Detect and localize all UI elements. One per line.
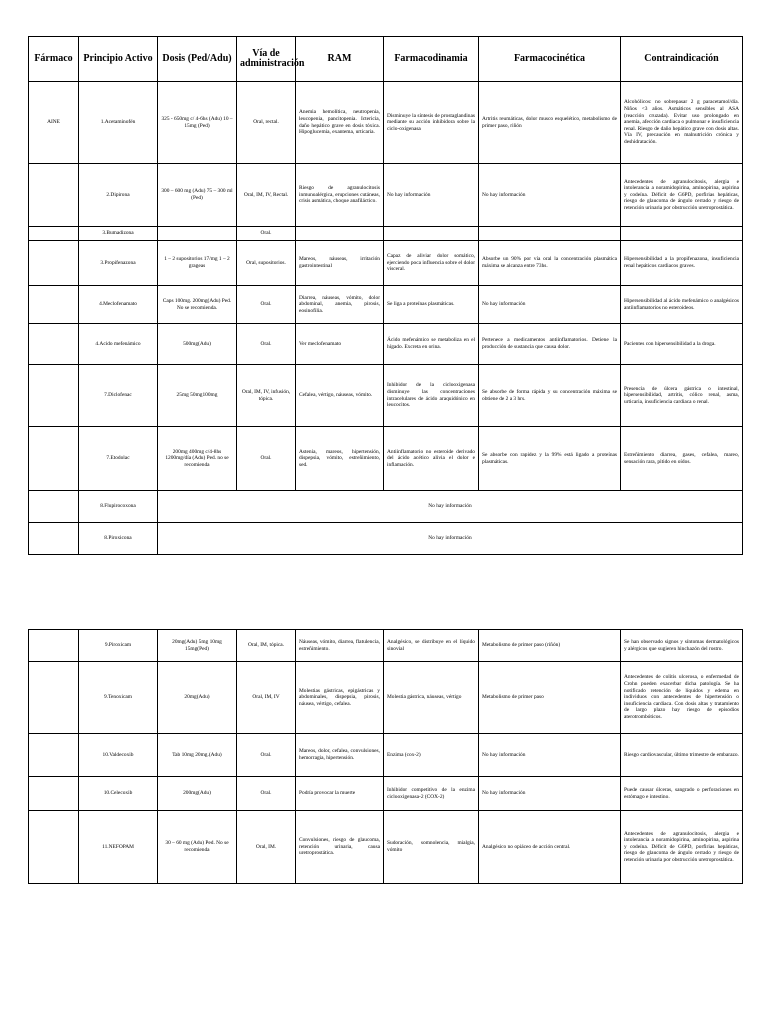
cell-farmacodinamia: Disminuye la síntesis de prostaglandinas mediante su acción inhibidora sobre la ciclo-oxigenasa	[384, 82, 479, 164]
table-row	[29, 662, 743, 734]
cell-principio: 4.Acido mefenámico	[79, 324, 158, 365]
header-farmacocinetica: Farmacocinética	[479, 37, 621, 82]
cell-farmaco-empty	[29, 427, 79, 491]
table-row	[29, 630, 743, 662]
cell-ram: Riesgo de agranulocitosis inmunoalérgica, erupciones cutáneas, crisis asmática, choque anafiláctico.	[296, 164, 384, 227]
cell-principio: 8.Flupirocoxona	[79, 491, 158, 523]
cell-farmacodinamia: Capaz de aliviar dolor somático, ejerciendo poca influencia sobre el dolor visceral.	[384, 241, 479, 286]
cell-via: Oral, IM, IV, infusión, tópica.	[237, 365, 296, 427]
cell-farmacodinamia: Se liga a proteínas plasmáticas.	[384, 286, 479, 324]
cell-farmacocinetica: Pertenece a medicamentos antiinflamatorios. Detiene la producción de sustancia que causa dolor.	[479, 324, 621, 365]
cell-via: Oral, rectal.	[237, 82, 296, 164]
cell-farmacodinamia: Antiinflamatorio no esteroide derivado del ácido acético alivia el dolor e inflamación.	[384, 427, 479, 491]
table-row	[29, 777, 743, 811]
cell-contraindicacion: Puede causar úlceras, sangrado o perforaciones en estómago e intestino.	[621, 777, 743, 811]
cell-dosis: 325 - 650mg c/ 4-6hs (Adu) 10 – 15mg (Ped)	[158, 82, 237, 164]
cell-contraindicacion: Hipersensibilidad a la propifenazona, insuficiencia renal hepáticos cardiacos graves.	[621, 241, 743, 286]
cell-ram: Cefalea, vértigo, náuseas, vómito.	[296, 365, 384, 427]
cell-ram: Náuseas, vómito, diarrea, flatulencia, estreñimiento.	[296, 630, 384, 662]
cell-farmacocinetica: Artritis reumáticas, dolor musco esquelético, metabolismo de primer paso, riñón	[479, 82, 621, 164]
cell-farmaco-empty	[29, 811, 79, 884]
cell-dosis	[158, 227, 237, 241]
cell-farmacocinetica: No hay información	[479, 164, 621, 227]
cell-farmaco-empty	[29, 630, 79, 662]
drug-table-page-1	[28, 36, 743, 555]
cell-contraindicacion: Riesgo cardiovascular, último trimestre de embarazo.	[621, 734, 743, 777]
cell-via: Oral.	[237, 324, 296, 365]
cell-farmacocinetica: No hay información	[479, 777, 621, 811]
cell-contraindicacion: Antecedentes de agranulocitosis, alergia e intolerancia a noramidopirina, aminopirina, aspirina y codeína. Déficit de G6PD, porfirias hepáticas, riesgo de glaucoma de ángulo cerrado y riesgo de retención urinaria por obstrucción uretroprostática.	[621, 811, 743, 884]
cell-contraindicacion: Alcohólicos: no sobrepasar 2 g paracetamol/día. Niños <3 años. Asmáticos sensibles al ASA (reacción cruzada). Evitar uso prolongado en anemia, afección cardiaca o pulmonar e insuficiencia renal. Riesgo de daño hepático grave con dosis altas. Vía IV, precaución en malnutrición crónica y deshidratación.	[621, 82, 743, 164]
cell-principio: 11.NEFOPAM	[79, 811, 158, 884]
cell-via: Oral.	[237, 427, 296, 491]
cell-ram: Mareos, dolor, cefalea, convulsiones, hemorragia, hipertensión.	[296, 734, 384, 777]
cell-principio: 2.Dipirona	[79, 164, 158, 227]
table-row	[29, 227, 743, 241]
cell-farmaco-empty	[29, 286, 79, 324]
cell-farmaco-empty	[29, 227, 79, 241]
group-label: AINE	[29, 82, 79, 164]
header-principio: Principio Activo	[79, 37, 158, 82]
table-row	[29, 365, 743, 427]
cell-dosis: 500mg(Adu)	[158, 324, 237, 365]
table-row	[29, 734, 743, 777]
cell-via: Oral.	[237, 227, 296, 241]
cell-farmacocinetica: Metabolismo de primer paso	[479, 662, 621, 734]
cell-principio: 4.Meclofenamato	[79, 286, 158, 324]
cell-dosis: Tab 10mg 20mg.(Adu)	[158, 734, 237, 777]
cell-farmacodinamia: Molestia gástrica, náuseas, vértigo	[384, 662, 479, 734]
cell-farmacodinamia: Enzima (cox-2)	[384, 734, 479, 777]
cell-principio: 8.Piroxicona	[79, 523, 158, 555]
cell-principio: 7.Etodolac	[79, 427, 158, 491]
cell-dosis: 300 – 600 mg (Adu) 75 – 300 ml (Ped)	[158, 164, 237, 227]
cell-dosis: Caps 100mg. 200mg(Adu) Ped. No se recomienda.	[158, 286, 237, 324]
header-farmaco: Fármaco	[29, 37, 79, 82]
cell-farmacocinetica: Metabolismo de primer paso (riñón)	[479, 630, 621, 662]
header-row	[29, 37, 743, 82]
table-row	[29, 523, 743, 555]
cell-dosis: 200mg(Adu)	[158, 777, 237, 811]
cell-farmacodinamia: Inhibidor de la ciclooxigenasa disminuye las concentraciones intracelulares de ácido araquidónico en leucocitos.	[384, 365, 479, 427]
cell-farmacocinetica	[479, 227, 621, 241]
cell-farmacocinetica: Absorbe un 90% por vía oral la concentración plasmática máxima se alcanza entre 73hs.	[479, 241, 621, 286]
table-row	[29, 164, 743, 227]
table-row	[29, 82, 743, 164]
cell-dosis: 20mg(Adu)	[158, 662, 237, 734]
drug-table-page-2	[28, 629, 743, 884]
cell-dosis: 30 – 60 mg (Adu) Ped. No se recomienda	[158, 811, 237, 884]
cell-via: Oral, IM, IV, Rectal.	[237, 164, 296, 227]
header-farmacodinamia: Farmacodinamia	[384, 37, 479, 82]
table-row	[29, 811, 743, 884]
cell-ram: Diarrea, náuseas, vómito, dolor abdominal, anemia, pirosis, eosinofilia.	[296, 286, 384, 324]
cell-farmacodinamia: Sudoración, somnolencia, mialgia, vómito	[384, 811, 479, 884]
cell-no-info: No hay información	[158, 523, 743, 555]
cell-farmacocinetica: Se absorbe con rapidez y la 99% está ligado a proteínas plasmáticas.	[479, 427, 621, 491]
cell-contraindicacion: Antecedentes de agranulocitosis, alergia e intolerancia a noramidopirina, aminopirina, aspirina y codeína. Déficit de G6PD, porfirias hepáticas, riesgo de glaucoma de ángulo cerrado y riesgo de retención urinaria por obstrucción uretroprostática.	[621, 164, 743, 227]
cell-ram: Mareos, náuseas, irritación gastrointestinal	[296, 241, 384, 286]
cell-farmaco-empty	[29, 523, 79, 555]
cell-via: Oral, IM.	[237, 811, 296, 884]
table-row	[29, 286, 743, 324]
cell-farmacodinamia: No hay información	[384, 164, 479, 227]
cell-farmaco-empty	[29, 324, 79, 365]
table-row	[29, 241, 743, 286]
cell-farmaco-empty	[29, 734, 79, 777]
cell-farmacodinamia: Inhibidor competitivo de la enzima ciclooxigenasa-2 (COX-2)	[384, 777, 479, 811]
cell-principio: 9.Tenoxicam	[79, 662, 158, 734]
cell-via: Oral, supositorios.	[237, 241, 296, 286]
header-ram: RAM	[296, 37, 384, 82]
cell-principio: 10.Celecoxib	[79, 777, 158, 811]
header-contraindicacion: Contraindicación	[621, 37, 743, 82]
cell-ram: Anemia hemolítica, neutropenia, leucopenia, pancitopenia. Ictericia, daño hepático grave en dosis tóxica. Hipoglucemia, exantema, urticaria.	[296, 82, 384, 164]
cell-farmaco-empty	[29, 241, 79, 286]
cell-farmaco-empty	[29, 491, 79, 523]
cell-ram: Astenia, mareos, hipertensión, dispepsia, vómito, estreñimiento, sed.	[296, 427, 384, 491]
cell-farmaco-empty	[29, 662, 79, 734]
cell-principio: 3.Propifenazona	[79, 241, 158, 286]
cell-ram: Convulsiones, riesgo de glaucoma, retención urinaria, causa uretroprostática.	[296, 811, 384, 884]
cell-principio: 9.Piroxicam	[79, 630, 158, 662]
cell-via: Oral.	[237, 777, 296, 811]
cell-principio: 3.Bumadizona	[79, 227, 158, 241]
cell-farmacodinamia	[384, 227, 479, 241]
cell-farmacocinetica: Analgésico no opiáceo de acción central.	[479, 811, 621, 884]
table-row	[29, 427, 743, 491]
cell-via: Oral, IM, IV	[237, 662, 296, 734]
cell-contraindicacion: Presencia de úlcera gástrica o intestinal, hipersensibilidad, artritis, cólico renal, asma, urticaria, insuficiencia cardiaca o renal.	[621, 365, 743, 427]
cell-dosis: 20mg(Adu) 5mg 10mg 15mg(Ped)	[158, 630, 237, 662]
table-row	[29, 491, 743, 523]
header-dosis: Dosis (Ped/Adu)	[158, 37, 237, 82]
cell-farmacodinamia: Ácido mefenámico se metaboliza en el hígado. Excreta en orina.	[384, 324, 479, 365]
table-row	[29, 324, 743, 365]
cell-dosis: 25mg 50mg100mg	[158, 365, 237, 427]
cell-farmacocinetica: Se absorbe de forma rápida y su concentración máxima se obtiene de 2 a 3 hrs.	[479, 365, 621, 427]
cell-contraindicacion: Hipersensibilidad al ácido mefenámico o analgésicos antiinflamatorios no esteroideos.	[621, 286, 743, 324]
cell-via: Oral, IM, tópica.	[237, 630, 296, 662]
cell-dosis: 200mg 400mg c/4-8hs 1200mg/día (Adu) Ped. no se recomienda	[158, 427, 237, 491]
cell-via: Oral.	[237, 286, 296, 324]
cell-farmaco-empty	[29, 164, 79, 227]
cell-contraindicacion: Se han observado signos y síntomas dermatológicos y alérgicos que sugieren hinchazón del rostro.	[621, 630, 743, 662]
cell-contraindicacion: Pacientes con hipersensibilidad a la droga.	[621, 324, 743, 365]
cell-ram: Molestias gástricas, epigástricas y abdominales, dispepsia, pirosis, náusea, vértigo, cefalea.	[296, 662, 384, 734]
cell-farmaco-empty	[29, 777, 79, 811]
cell-principio: 10.Valdecoxib	[79, 734, 158, 777]
cell-principio: 7.Diclofenac	[79, 365, 158, 427]
cell-farmaco-empty	[29, 365, 79, 427]
cell-dosis: 1 – 2 supositorios 17/mg 1 – 2 grageas	[158, 241, 237, 286]
cell-ram: Podría provocar la muerte	[296, 777, 384, 811]
cell-farmacocinetica: No hay información	[479, 286, 621, 324]
cell-farmacocinetica: No hay información	[479, 734, 621, 777]
cell-contraindicacion	[621, 227, 743, 241]
cell-contraindicacion: Estreñimiento diarrea, gases, cefalea, mareo, sensación rara, pitido en oídos.	[621, 427, 743, 491]
header-via: Vía de administración	[237, 37, 296, 82]
cell-ram	[296, 227, 384, 241]
cell-farmacodinamia: Analgésico, se distribuye en el líquido sinovial	[384, 630, 479, 662]
cell-principio: 1.Acetaminofén	[79, 82, 158, 164]
cell-ram: Ver meclofenamato	[296, 324, 384, 365]
cell-via: Oral.	[237, 734, 296, 777]
cell-no-info: No hay información	[158, 491, 743, 523]
cell-contraindicacion: Antecedentes de colitis ulcerosa, o enfermedad de Crohn pueden exacerbar dicha patología. Se ha notificado retención de líquidos y edema en individuos con antecedentes de hipertensión o insuficiencia cardiaca. Con dosis altas y tratamiento de largo plazo hay riesgo de episodios aterotrombóticos.	[621, 662, 743, 734]
